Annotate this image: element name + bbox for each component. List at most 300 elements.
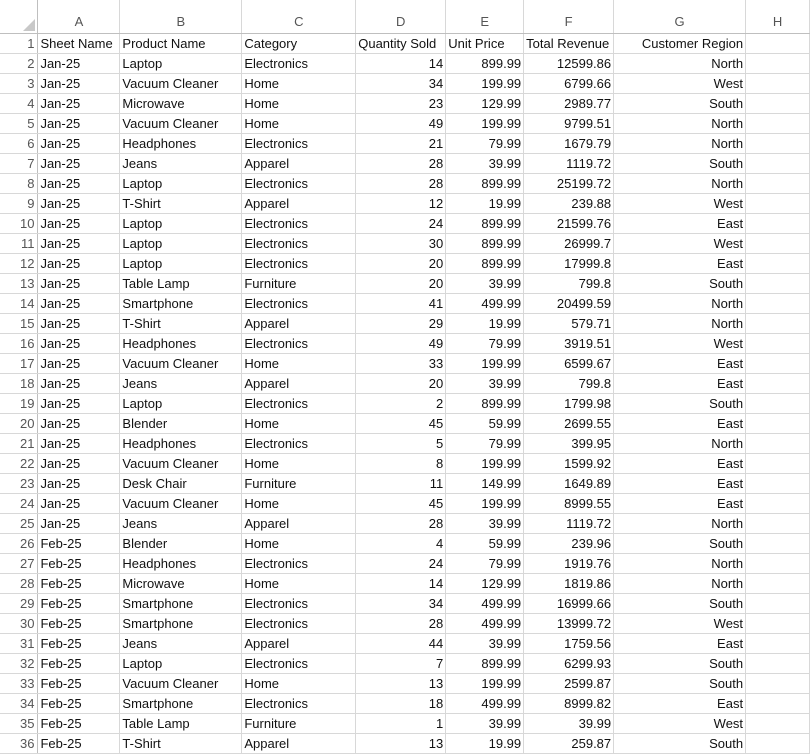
cell-g29[interactable]: South (614, 593, 746, 613)
cell-c36[interactable]: Apparel (242, 733, 356, 753)
cell-c12[interactable]: Electronics (242, 253, 356, 273)
cell-b10[interactable]: Laptop (120, 213, 242, 233)
cell-h35[interactable] (746, 713, 810, 733)
cell-c28[interactable]: Home (242, 573, 356, 593)
cell-f31[interactable]: 1759.56 (524, 633, 614, 653)
cell-h15[interactable] (746, 313, 810, 333)
row-number[interactable]: 28 (0, 573, 38, 593)
cell-h31[interactable] (746, 633, 810, 653)
cell-f23[interactable]: 1649.89 (524, 473, 614, 493)
cell-g19[interactable]: South (614, 393, 746, 413)
cell-a24[interactable]: Jan-25 (38, 493, 120, 513)
cell-d29[interactable]: 34 (356, 593, 446, 613)
cell-b32[interactable]: Laptop (120, 653, 242, 673)
row-number[interactable]: 27 (0, 553, 38, 573)
cell-c8[interactable]: Electronics (242, 173, 356, 193)
cell-e35[interactable]: 39.99 (446, 713, 524, 733)
cell-c35[interactable]: Furniture (242, 713, 356, 733)
cell-f11[interactable]: 26999.7 (524, 233, 614, 253)
cell-b22[interactable]: Vacuum Cleaner (120, 453, 242, 473)
cell-c3[interactable]: Home (242, 73, 356, 93)
row-number[interactable]: 13 (0, 273, 38, 293)
cell-d18[interactable]: 20 (356, 373, 446, 393)
cell-d27[interactable]: 24 (356, 553, 446, 573)
cell-f14[interactable]: 20499.59 (524, 293, 614, 313)
cell-b2[interactable]: Laptop (120, 53, 242, 73)
cell-d4[interactable]: 23 (356, 93, 446, 113)
cell-g14[interactable]: North (614, 293, 746, 313)
row-number[interactable]: 5 (0, 113, 38, 133)
cell-f22[interactable]: 1599.92 (524, 453, 614, 473)
cell-d20[interactable]: 45 (356, 413, 446, 433)
cell-f5[interactable]: 9799.51 (524, 113, 614, 133)
row-number[interactable]: 31 (0, 633, 38, 653)
cell-f25[interactable]: 1119.72 (524, 513, 614, 533)
cell-f24[interactable]: 8999.55 (524, 493, 614, 513)
cell-b1[interactable]: Product Name (120, 33, 242, 53)
cell-a34[interactable]: Feb-25 (38, 693, 120, 713)
cell-e23[interactable]: 149.99 (446, 473, 524, 493)
row-number[interactable]: 24 (0, 493, 38, 513)
cell-f18[interactable]: 799.8 (524, 373, 614, 393)
cell-g25[interactable]: North (614, 513, 746, 533)
cell-a3[interactable]: Jan-25 (38, 73, 120, 93)
cell-e16[interactable]: 79.99 (446, 333, 524, 353)
cell-f10[interactable]: 21599.76 (524, 213, 614, 233)
cell-c6[interactable]: Electronics (242, 133, 356, 153)
cell-e36[interactable]: 19.99 (446, 733, 524, 753)
cell-b3[interactable]: Vacuum Cleaner (120, 73, 242, 93)
cell-b6[interactable]: Headphones (120, 133, 242, 153)
row-number[interactable]: 4 (0, 93, 38, 113)
cell-h32[interactable] (746, 653, 810, 673)
row-number[interactable]: 11 (0, 233, 38, 253)
cell-h11[interactable] (746, 233, 810, 253)
cell-e19[interactable]: 899.99 (446, 393, 524, 413)
cell-a30[interactable]: Feb-25 (38, 613, 120, 633)
cell-d3[interactable]: 34 (356, 73, 446, 93)
cell-e6[interactable]: 79.99 (446, 133, 524, 153)
cell-d6[interactable]: 21 (356, 133, 446, 153)
cell-f13[interactable]: 799.8 (524, 273, 614, 293)
cell-g21[interactable]: North (614, 433, 746, 453)
cell-b13[interactable]: Table Lamp (120, 273, 242, 293)
cell-h36[interactable] (746, 733, 810, 753)
cell-c14[interactable]: Electronics (242, 293, 356, 313)
cell-h9[interactable] (746, 193, 810, 213)
cell-f2[interactable]: 12599.86 (524, 53, 614, 73)
cell-a1[interactable]: Sheet Name (38, 33, 120, 53)
cell-d25[interactable]: 28 (356, 513, 446, 533)
cell-d5[interactable]: 49 (356, 113, 446, 133)
row-number[interactable]: 7 (0, 153, 38, 173)
cell-a15[interactable]: Jan-25 (38, 313, 120, 333)
cell-g15[interactable]: North (614, 313, 746, 333)
row-number[interactable]: 22 (0, 453, 38, 473)
cell-d9[interactable]: 12 (356, 193, 446, 213)
cell-b21[interactable]: Headphones (120, 433, 242, 453)
cell-d13[interactable]: 20 (356, 273, 446, 293)
cell-d14[interactable]: 41 (356, 293, 446, 313)
cell-g24[interactable]: East (614, 493, 746, 513)
cell-g10[interactable]: East (614, 213, 746, 233)
cell-b35[interactable]: Table Lamp (120, 713, 242, 733)
row-number[interactable]: 32 (0, 653, 38, 673)
cell-e4[interactable]: 129.99 (446, 93, 524, 113)
row-number[interactable]: 29 (0, 593, 38, 613)
cell-b23[interactable]: Desk Chair (120, 473, 242, 493)
cell-h20[interactable] (746, 413, 810, 433)
cell-d1[interactable]: Quantity Sold (356, 33, 446, 53)
cell-d36[interactable]: 13 (356, 733, 446, 753)
row-number[interactable]: 19 (0, 393, 38, 413)
cell-c10[interactable]: Electronics (242, 213, 356, 233)
cell-c33[interactable]: Home (242, 673, 356, 693)
cell-g11[interactable]: West (614, 233, 746, 253)
cell-h6[interactable] (746, 133, 810, 153)
row-number[interactable]: 25 (0, 513, 38, 533)
row-number[interactable]: 2 (0, 53, 38, 73)
cell-d32[interactable]: 7 (356, 653, 446, 673)
cell-c2[interactable]: Electronics (242, 53, 356, 73)
cell-e34[interactable]: 499.99 (446, 693, 524, 713)
cell-e10[interactable]: 899.99 (446, 213, 524, 233)
cell-e31[interactable]: 39.99 (446, 633, 524, 653)
cell-c22[interactable]: Home (242, 453, 356, 473)
cell-g22[interactable]: East (614, 453, 746, 473)
cell-d34[interactable]: 18 (356, 693, 446, 713)
cell-a31[interactable]: Feb-25 (38, 633, 120, 653)
cell-f7[interactable]: 1119.72 (524, 153, 614, 173)
cell-f1[interactable]: Total Revenue (524, 33, 614, 53)
cell-b17[interactable]: Vacuum Cleaner (120, 353, 242, 373)
cell-a2[interactable]: Jan-25 (38, 53, 120, 73)
cell-b31[interactable]: Jeans (120, 633, 242, 653)
row-number[interactable]: 18 (0, 373, 38, 393)
cell-h25[interactable] (746, 513, 810, 533)
cell-b24[interactable]: Vacuum Cleaner (120, 493, 242, 513)
cell-a6[interactable]: Jan-25 (38, 133, 120, 153)
cell-e5[interactable]: 199.99 (446, 113, 524, 133)
cell-a10[interactable]: Jan-25 (38, 213, 120, 233)
cell-e25[interactable]: 39.99 (446, 513, 524, 533)
cell-c19[interactable]: Electronics (242, 393, 356, 413)
cell-h5[interactable] (746, 113, 810, 133)
cell-a11[interactable]: Jan-25 (38, 233, 120, 253)
column-header-a[interactable]: A (38, 0, 120, 33)
cell-a9[interactable]: Jan-25 (38, 193, 120, 213)
cell-b9[interactable]: T-Shirt (120, 193, 242, 213)
cell-e15[interactable]: 19.99 (446, 313, 524, 333)
row-number[interactable]: 3 (0, 73, 38, 93)
cell-a19[interactable]: Jan-25 (38, 393, 120, 413)
cell-g13[interactable]: South (614, 273, 746, 293)
row-number[interactable]: 34 (0, 693, 38, 713)
cell-h3[interactable] (746, 73, 810, 93)
cell-f21[interactable]: 399.95 (524, 433, 614, 453)
cell-c26[interactable]: Home (242, 533, 356, 553)
cell-a5[interactable]: Jan-25 (38, 113, 120, 133)
cell-d30[interactable]: 28 (356, 613, 446, 633)
cell-f6[interactable]: 1679.79 (524, 133, 614, 153)
row-number[interactable]: 23 (0, 473, 38, 493)
cell-d19[interactable]: 2 (356, 393, 446, 413)
row-number[interactable]: 30 (0, 613, 38, 633)
row-number[interactable]: 14 (0, 293, 38, 313)
cell-g9[interactable]: West (614, 193, 746, 213)
cell-a26[interactable]: Feb-25 (38, 533, 120, 553)
cell-h18[interactable] (746, 373, 810, 393)
cell-h7[interactable] (746, 153, 810, 173)
cell-e29[interactable]: 499.99 (446, 593, 524, 613)
cell-h8[interactable] (746, 173, 810, 193)
cell-f33[interactable]: 2599.87 (524, 673, 614, 693)
cell-c4[interactable]: Home (242, 93, 356, 113)
cell-d10[interactable]: 24 (356, 213, 446, 233)
cell-e12[interactable]: 899.99 (446, 253, 524, 273)
cell-d33[interactable]: 13 (356, 673, 446, 693)
row-number[interactable]: 35 (0, 713, 38, 733)
row-number[interactable]: 20 (0, 413, 38, 433)
cell-h33[interactable] (746, 673, 810, 693)
cell-g17[interactable]: East (614, 353, 746, 373)
cell-f4[interactable]: 2989.77 (524, 93, 614, 113)
cell-d2[interactable]: 14 (356, 53, 446, 73)
cell-h26[interactable] (746, 533, 810, 553)
cell-g35[interactable]: West (614, 713, 746, 733)
cell-e26[interactable]: 59.99 (446, 533, 524, 553)
cell-g8[interactable]: North (614, 173, 746, 193)
cell-g7[interactable]: South (614, 153, 746, 173)
row-number[interactable]: 17 (0, 353, 38, 373)
cell-g31[interactable]: East (614, 633, 746, 653)
cell-g18[interactable]: East (614, 373, 746, 393)
cell-h27[interactable] (746, 553, 810, 573)
cell-f15[interactable]: 579.71 (524, 313, 614, 333)
cell-a29[interactable]: Feb-25 (38, 593, 120, 613)
row-number[interactable]: 15 (0, 313, 38, 333)
row-number[interactable]: 33 (0, 673, 38, 693)
cell-e24[interactable]: 199.99 (446, 493, 524, 513)
cell-e32[interactable]: 899.99 (446, 653, 524, 673)
cell-g1[interactable]: Customer Region (614, 33, 746, 53)
cell-h16[interactable] (746, 333, 810, 353)
cell-c34[interactable]: Electronics (242, 693, 356, 713)
cell-c17[interactable]: Home (242, 353, 356, 373)
cell-h34[interactable] (746, 693, 810, 713)
cell-c24[interactable]: Home (242, 493, 356, 513)
cell-a12[interactable]: Jan-25 (38, 253, 120, 273)
cell-d11[interactable]: 30 (356, 233, 446, 253)
cell-a4[interactable]: Jan-25 (38, 93, 120, 113)
cell-d16[interactable]: 49 (356, 333, 446, 353)
cell-b36[interactable]: T-Shirt (120, 733, 242, 753)
cell-d8[interactable]: 28 (356, 173, 446, 193)
cell-b15[interactable]: T-Shirt (120, 313, 242, 333)
cell-h21[interactable] (746, 433, 810, 453)
cell-e7[interactable]: 39.99 (446, 153, 524, 173)
cell-e1[interactable]: Unit Price (446, 33, 524, 53)
cell-a13[interactable]: Jan-25 (38, 273, 120, 293)
cell-h4[interactable] (746, 93, 810, 113)
column-header-h[interactable]: H (746, 0, 810, 33)
cell-f19[interactable]: 1799.98 (524, 393, 614, 413)
cell-c25[interactable]: Apparel (242, 513, 356, 533)
row-number[interactable]: 16 (0, 333, 38, 353)
cell-f34[interactable]: 8999.82 (524, 693, 614, 713)
cell-e3[interactable]: 199.99 (446, 73, 524, 93)
cell-h23[interactable] (746, 473, 810, 493)
cell-c32[interactable]: Electronics (242, 653, 356, 673)
cell-g12[interactable]: East (614, 253, 746, 273)
cell-f8[interactable]: 25199.72 (524, 173, 614, 193)
cell-a14[interactable]: Jan-25 (38, 293, 120, 313)
cell-e9[interactable]: 19.99 (446, 193, 524, 213)
cell-f26[interactable]: 239.96 (524, 533, 614, 553)
cell-h19[interactable] (746, 393, 810, 413)
column-header-d[interactable]: D (356, 0, 446, 33)
cell-e22[interactable]: 199.99 (446, 453, 524, 473)
cell-d23[interactable]: 11 (356, 473, 446, 493)
cell-d7[interactable]: 28 (356, 153, 446, 173)
cell-b12[interactable]: Laptop (120, 253, 242, 273)
cell-f30[interactable]: 13999.72 (524, 613, 614, 633)
cell-g3[interactable]: West (614, 73, 746, 93)
cell-g16[interactable]: West (614, 333, 746, 353)
column-header-e[interactable]: E (446, 0, 524, 33)
cell-c13[interactable]: Furniture (242, 273, 356, 293)
cell-b18[interactable]: Jeans (120, 373, 242, 393)
cell-b7[interactable]: Jeans (120, 153, 242, 173)
row-number[interactable]: 1 (0, 33, 38, 53)
cell-e14[interactable]: 499.99 (446, 293, 524, 313)
cell-a27[interactable]: Feb-25 (38, 553, 120, 573)
cell-g6[interactable]: North (614, 133, 746, 153)
cell-f32[interactable]: 6299.93 (524, 653, 614, 673)
cell-a18[interactable]: Jan-25 (38, 373, 120, 393)
cell-b8[interactable]: Laptop (120, 173, 242, 193)
cell-c30[interactable]: Electronics (242, 613, 356, 633)
cell-g26[interactable]: South (614, 533, 746, 553)
cell-g20[interactable]: East (614, 413, 746, 433)
cell-e27[interactable]: 79.99 (446, 553, 524, 573)
cell-h17[interactable] (746, 353, 810, 373)
cell-b11[interactable]: Laptop (120, 233, 242, 253)
cell-h1[interactable] (746, 33, 810, 53)
cell-d17[interactable]: 33 (356, 353, 446, 373)
cell-c15[interactable]: Apparel (242, 313, 356, 333)
cell-b29[interactable]: Smartphone (120, 593, 242, 613)
cell-d31[interactable]: 44 (356, 633, 446, 653)
cell-g36[interactable]: South (614, 733, 746, 753)
cell-f29[interactable]: 16999.66 (524, 593, 614, 613)
cell-a17[interactable]: Jan-25 (38, 353, 120, 373)
cell-b16[interactable]: Headphones (120, 333, 242, 353)
column-header-g[interactable]: G (614, 0, 746, 33)
cell-g23[interactable]: East (614, 473, 746, 493)
cell-b19[interactable]: Laptop (120, 393, 242, 413)
cell-e11[interactable]: 899.99 (446, 233, 524, 253)
cell-e33[interactable]: 199.99 (446, 673, 524, 693)
cell-a35[interactable]: Feb-25 (38, 713, 120, 733)
cell-f9[interactable]: 239.88 (524, 193, 614, 213)
cell-e20[interactable]: 59.99 (446, 413, 524, 433)
row-number[interactable]: 36 (0, 733, 38, 753)
cell-h14[interactable] (746, 293, 810, 313)
row-number[interactable]: 9 (0, 193, 38, 213)
cell-a22[interactable]: Jan-25 (38, 453, 120, 473)
cell-g32[interactable]: South (614, 653, 746, 673)
cell-d15[interactable]: 29 (356, 313, 446, 333)
cell-b28[interactable]: Microwave (120, 573, 242, 593)
select-all-corner[interactable] (0, 0, 38, 33)
cell-a32[interactable]: Feb-25 (38, 653, 120, 673)
cell-a33[interactable]: Feb-25 (38, 673, 120, 693)
cell-e13[interactable]: 39.99 (446, 273, 524, 293)
cell-h12[interactable] (746, 253, 810, 273)
cell-f36[interactable]: 259.87 (524, 733, 614, 753)
cell-c31[interactable]: Apparel (242, 633, 356, 653)
cell-g28[interactable]: North (614, 573, 746, 593)
cell-f12[interactable]: 17999.8 (524, 253, 614, 273)
cell-b5[interactable]: Vacuum Cleaner (120, 113, 242, 133)
cell-h30[interactable] (746, 613, 810, 633)
cell-g33[interactable]: South (614, 673, 746, 693)
cell-c27[interactable]: Electronics (242, 553, 356, 573)
cell-d21[interactable]: 5 (356, 433, 446, 453)
cell-e21[interactable]: 79.99 (446, 433, 524, 453)
cell-d22[interactable]: 8 (356, 453, 446, 473)
cell-g34[interactable]: East (614, 693, 746, 713)
cell-f17[interactable]: 6599.67 (524, 353, 614, 373)
cell-f35[interactable]: 39.99 (524, 713, 614, 733)
cell-b27[interactable]: Headphones (120, 553, 242, 573)
cell-c29[interactable]: Electronics (242, 593, 356, 613)
cell-d24[interactable]: 45 (356, 493, 446, 513)
cell-a20[interactable]: Jan-25 (38, 413, 120, 433)
cell-g2[interactable]: North (614, 53, 746, 73)
cell-f27[interactable]: 1919.76 (524, 553, 614, 573)
cell-a36[interactable]: Feb-25 (38, 733, 120, 753)
column-header-b[interactable]: B (120, 0, 242, 33)
row-number[interactable]: 8 (0, 173, 38, 193)
cell-e18[interactable]: 39.99 (446, 373, 524, 393)
cell-a7[interactable]: Jan-25 (38, 153, 120, 173)
cell-h2[interactable] (746, 53, 810, 73)
cell-d35[interactable]: 1 (356, 713, 446, 733)
cell-g27[interactable]: North (614, 553, 746, 573)
cell-a28[interactable]: Feb-25 (38, 573, 120, 593)
cell-b20[interactable]: Blender (120, 413, 242, 433)
cell-e30[interactable]: 499.99 (446, 613, 524, 633)
column-header-c[interactable]: C (242, 0, 356, 33)
cell-d28[interactable]: 14 (356, 573, 446, 593)
cell-b34[interactable]: Smartphone (120, 693, 242, 713)
cell-h10[interactable] (746, 213, 810, 233)
cell-e8[interactable]: 899.99 (446, 173, 524, 193)
cell-c20[interactable]: Home (242, 413, 356, 433)
row-number[interactable]: 26 (0, 533, 38, 553)
cell-e2[interactable]: 899.99 (446, 53, 524, 73)
cell-f28[interactable]: 1819.86 (524, 573, 614, 593)
cell-c18[interactable]: Apparel (242, 373, 356, 393)
cell-e28[interactable]: 129.99 (446, 573, 524, 593)
cell-g5[interactable]: North (614, 113, 746, 133)
cell-c21[interactable]: Electronics (242, 433, 356, 453)
cell-b4[interactable]: Microwave (120, 93, 242, 113)
cell-a23[interactable]: Jan-25 (38, 473, 120, 493)
cell-c11[interactable]: Electronics (242, 233, 356, 253)
